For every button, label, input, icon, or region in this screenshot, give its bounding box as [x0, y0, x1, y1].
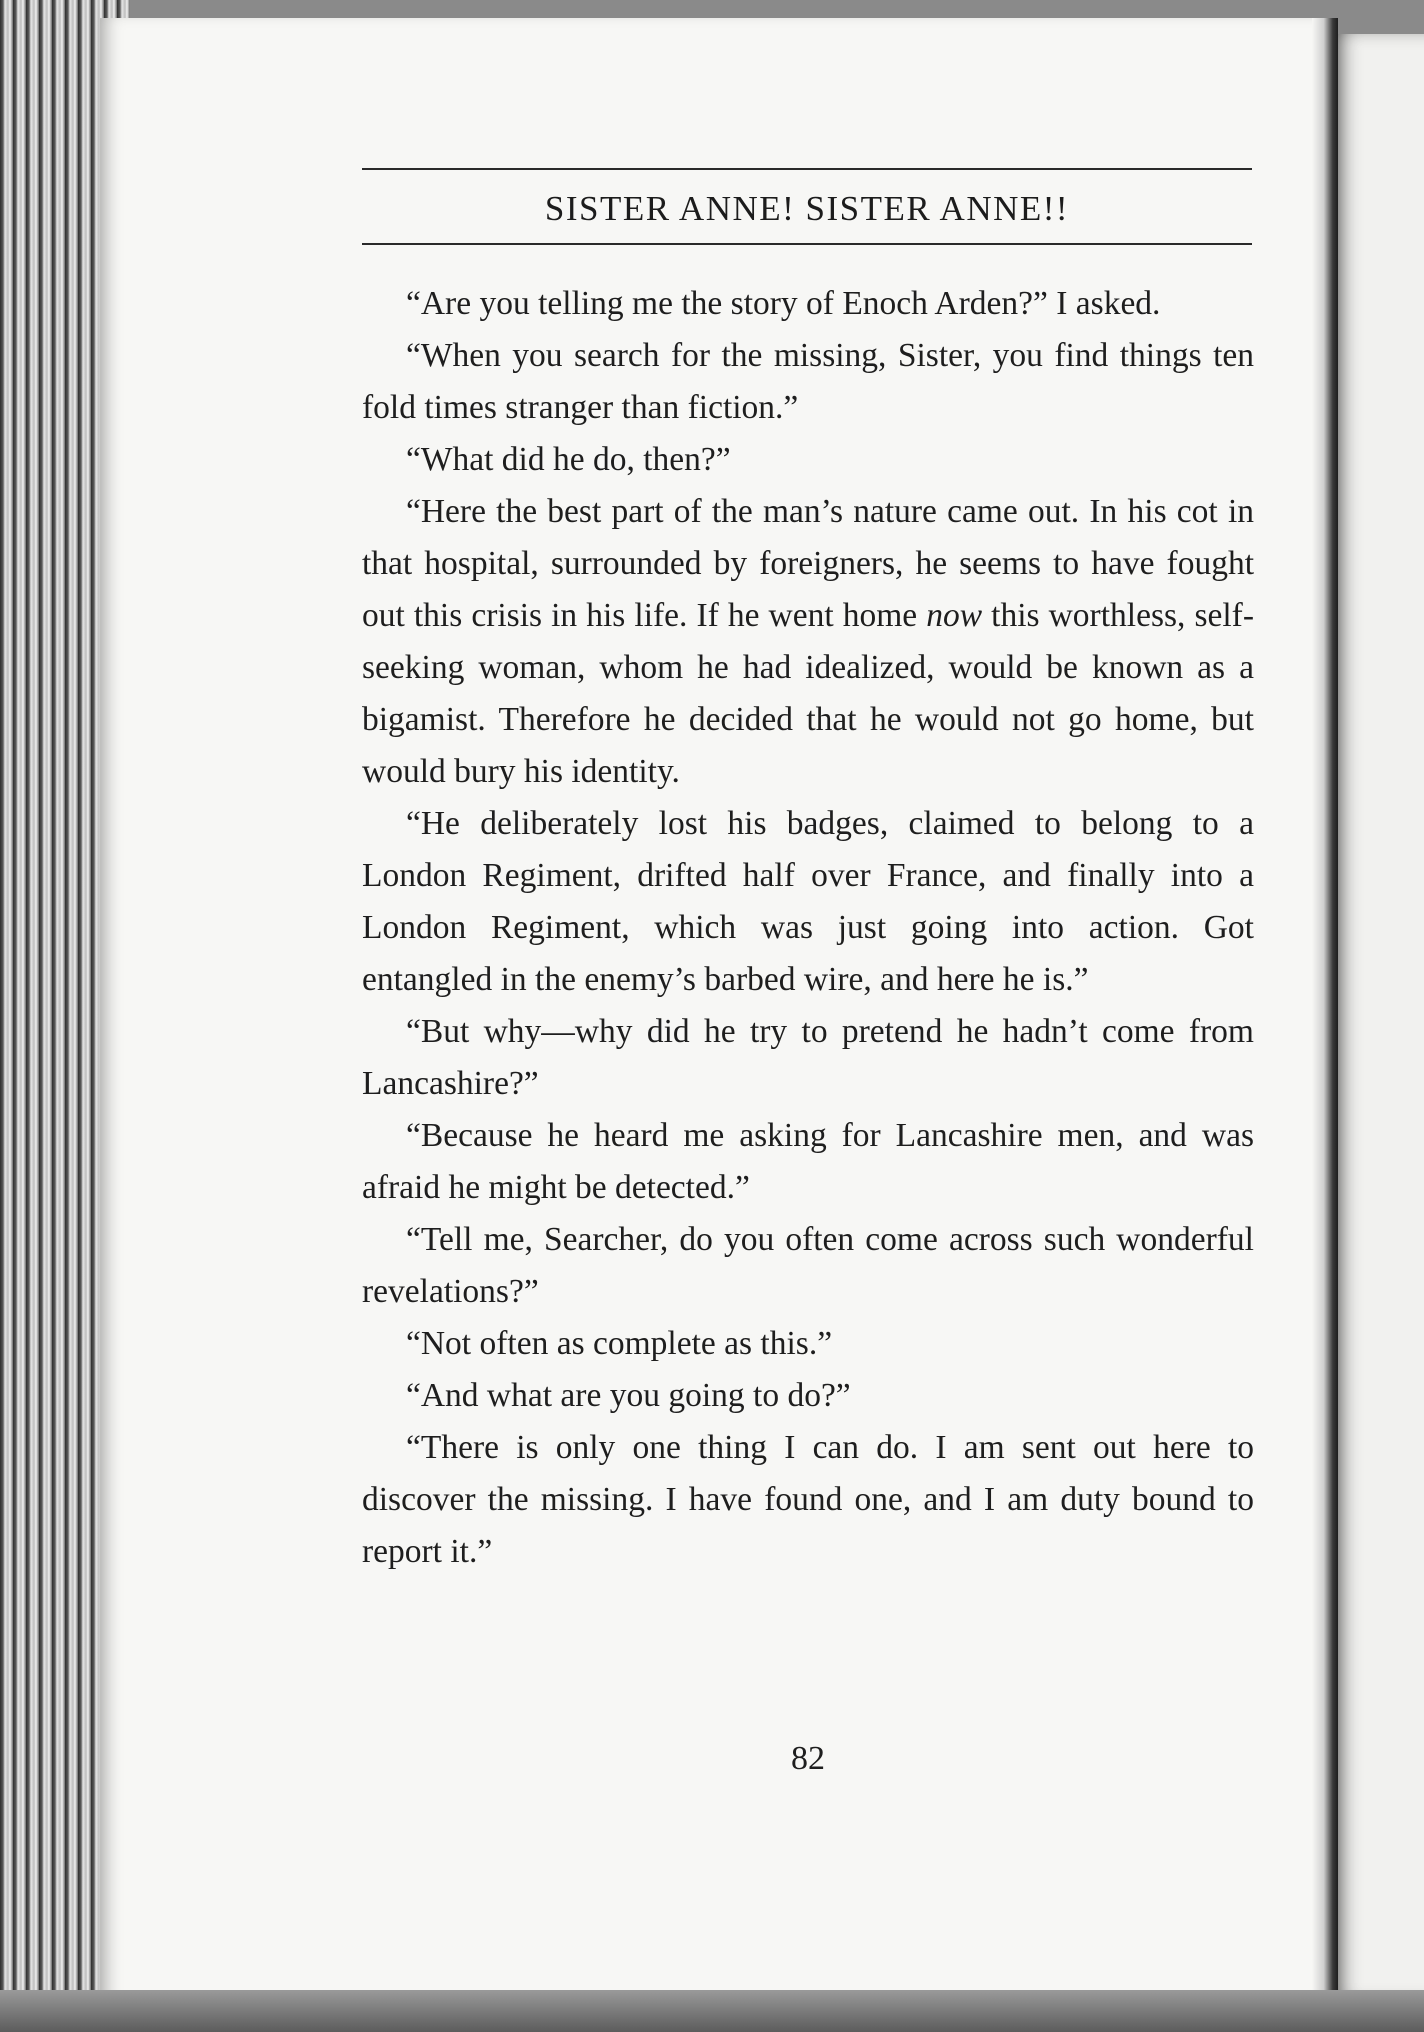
paragraph: “He deliberately lost his badges, claimed to belong to a London Regiment, drifted half over France, and finally into a London Regiment, which was just going into action. Got entangled in the enemy’s barbed wire, and here he is.” — [362, 805, 1254, 998]
header-rule-bottom — [362, 243, 1252, 245]
paragraph: “Are you telling me the story of Enoch Arden?” I asked. — [406, 285, 1161, 322]
paragraph: “What did he do, then?” — [406, 441, 731, 478]
paragraph-with-emphasis — [362, 486, 1254, 798]
page-number: 82 — [791, 1740, 825, 1777]
scan-bottom-edge — [0, 1990, 1424, 2032]
running-head: SISTER ANNE! SISTER ANNE!! — [544, 189, 1070, 228]
book-gutter — [1312, 18, 1338, 2003]
paragraph: “When you search for the missing, Sister, you find things ten fold times stranger than fiction.” — [362, 337, 1254, 426]
paragraph: “But why—why did he try to pretend he hadn’t come from Lancashire?” — [362, 1013, 1254, 1102]
paragraph: “There is only one thing I can do. I am sent out here to discover the missing. I have found one, and I am duty bound to report it.” — [362, 1429, 1254, 1570]
paragraph-text-after: this worthless, self-seeking woman, whom he had idealized, would be known as a bigamist. Therefore he decided that he would not go home, but would bury his identity. — [362, 597, 1254, 790]
facing-page-edge — [1330, 34, 1424, 1999]
paragraph: “Not often as complete as this.” — [406, 1325, 833, 1362]
paragraph: “And what are you going to do?” — [406, 1377, 851, 1414]
emphasized-word: now — [926, 597, 983, 634]
paragraph: “Because he heard me asking for Lancashire men, and was afraid he might be detected.” — [362, 1117, 1254, 1206]
paragraph-text-before: “Here the best part of the man’s nature came out. In his cot in that hospital, surrounded by foreigners, he seems to have fought out this crisis in his life. If he went home — [362, 493, 1254, 634]
paragraph: “Tell me, Searcher, do you often come across such wonderful revelations?” — [362, 1221, 1254, 1310]
body-text — [362, 278, 1254, 1578]
header-rule-top — [362, 168, 1252, 170]
